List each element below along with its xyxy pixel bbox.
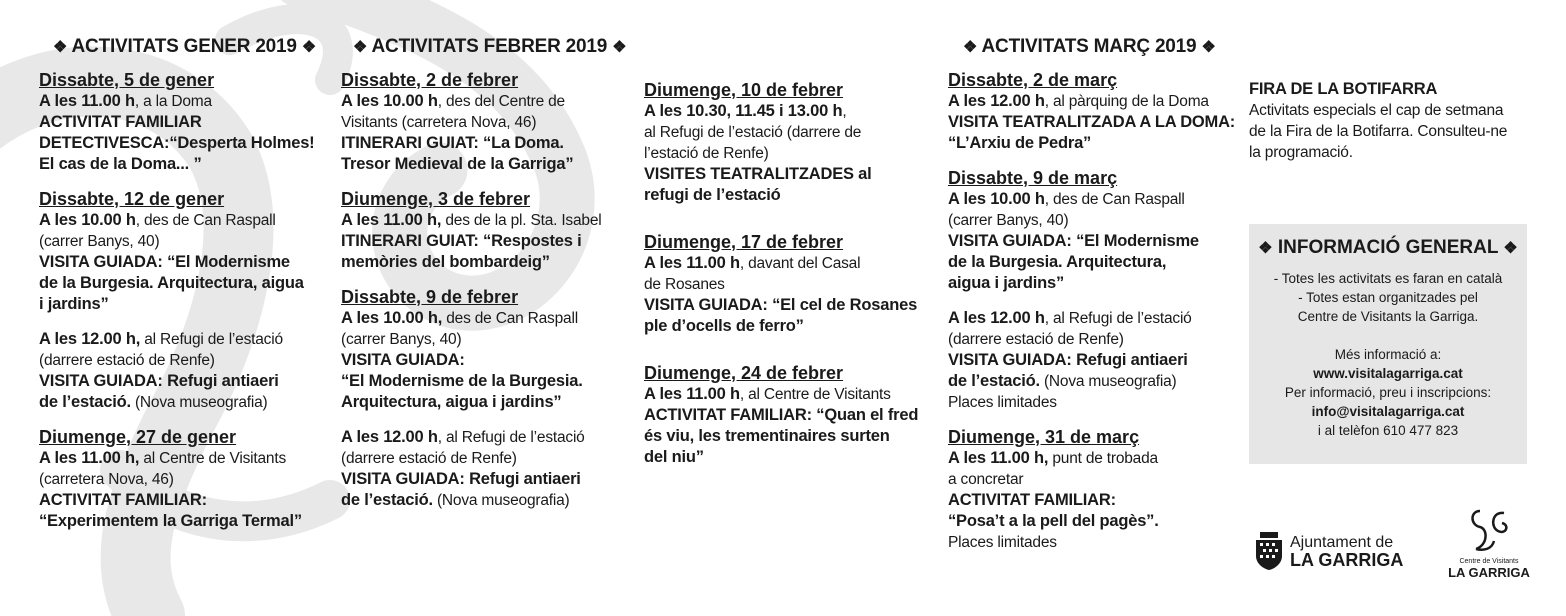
event-line-bold: ACTIVITAT FAMILIAR: “Quan el fred <box>644 406 919 424</box>
event-block <box>39 70 319 175</box>
event-line <box>341 392 631 413</box>
event-line-bold: ACTIVITAT FAMILIAR: <box>39 491 207 509</box>
event-line-bold: A les 10.00 h <box>341 92 438 110</box>
event-line <box>341 112 631 133</box>
fira-botifarra <box>1249 79 1539 163</box>
event-line <box>39 469 319 490</box>
event-line-normal: al Refugi de l’estació (darrere de <box>644 124 862 141</box>
event-line-bold: A les 10.30, 11.45 i 13.00 h <box>644 102 843 120</box>
info-lines <box>1249 269 1527 440</box>
event-line <box>948 112 1238 133</box>
event-line <box>644 101 934 122</box>
event-line-bold: VISITA GUIADA: <box>341 351 465 369</box>
centre-small-text: Centre de Visitants <box>1459 558 1519 565</box>
event-line <box>948 469 1238 490</box>
event-line-normal: , davant del Casal <box>739 255 861 272</box>
event-line-bold: de la Burgesia. Arquitectura, aigua <box>39 274 304 292</box>
event-line-normal: Places limitades <box>948 534 1057 551</box>
event-block <box>948 427 1238 553</box>
event-line <box>341 490 631 511</box>
event-line <box>341 231 631 252</box>
event-line <box>948 532 1238 553</box>
event-line-normal: , al Centre de Visitants <box>739 386 891 403</box>
event-line <box>948 210 1238 231</box>
event-line <box>341 252 631 273</box>
event-line <box>39 210 319 231</box>
event-block <box>39 427 319 532</box>
event-line-normal: des de Can Raspall <box>442 310 578 327</box>
event-line <box>39 133 319 154</box>
event-line-bold: A les 11.00 h <box>644 385 740 403</box>
ajuntament-logo <box>1254 532 1403 570</box>
event-line <box>644 426 934 447</box>
event-block <box>948 308 1238 413</box>
event-line <box>39 273 319 294</box>
event-line-normal: Places limitades <box>948 394 1057 411</box>
event-date: Diumenge, 3 de febrer <box>341 189 531 209</box>
event-line <box>644 316 934 337</box>
centre-big-text: LA GARRIGA <box>1448 565 1530 580</box>
lg-monogram-icon <box>1464 505 1514 555</box>
fira-line: la programació. <box>1249 144 1353 161</box>
column-january <box>39 36 319 546</box>
info-line: - Totes les activitats es faran en català <box>1273 271 1503 286</box>
event-line-bold: A les 12.00 h <box>948 92 1045 110</box>
event-line-bold: A les 11.00 h <box>644 254 740 272</box>
event-line <box>644 447 934 468</box>
event-line-bold: i jardins” <box>39 295 109 313</box>
event-line <box>644 405 934 426</box>
centre-visitants-logo <box>1444 505 1534 580</box>
column-february-cont <box>644 80 934 494</box>
event-line-normal: Visitants (carretera Nova, 46) <box>341 114 537 131</box>
event-line <box>948 392 1238 413</box>
event-line-bold: Arquitectura, aigua i jardins” <box>341 393 562 411</box>
event-line-bold: ACTIVITAT FAMILIAR <box>39 113 202 131</box>
event-date: Diumenge, 27 de gener <box>39 427 237 447</box>
section-heading: ❖ ACTIVITATS MARÇ 2019 ❖ <box>963 36 1216 57</box>
column-february <box>341 36 631 525</box>
fira-title: FIRA DE LA BOTIFARRA <box>1249 80 1438 98</box>
event-line-bold: VISITES TEATRALITZADES al <box>644 165 872 183</box>
event-line <box>948 511 1238 532</box>
event-line-normal: al Centre de Visitants <box>139 450 287 467</box>
event-line-bold: “Posa’t a la pell del pagès”. <box>948 512 1159 530</box>
event-line-bold: “L’Arxiu de Pedra” <box>948 134 1092 152</box>
coat-of-arms-icon <box>1254 532 1284 570</box>
column-march <box>948 36 1238 567</box>
event-line-normal: , a la Doma <box>134 93 212 110</box>
event-line <box>644 122 934 143</box>
event-line <box>341 448 631 469</box>
event-line <box>341 371 631 392</box>
event-line <box>948 329 1238 350</box>
event-line-bold: A les 11.00 h, <box>948 449 1049 467</box>
event-line <box>39 231 319 252</box>
event-line-normal: (darrere estació de Renfe) <box>341 450 517 467</box>
event-line <box>644 164 934 185</box>
fira-line: de la Fira de la Botifarra. Consulteu-ne <box>1249 123 1508 140</box>
fira-line: Activitats especials el cap de setmana <box>1249 102 1504 119</box>
event-date: Dissabte, 2 de març <box>948 70 1118 90</box>
event-block <box>39 329 319 413</box>
event-line-bold: de l’estació. <box>948 372 1040 390</box>
event-block <box>948 70 1238 154</box>
event-block <box>341 189 631 273</box>
event-line-bold: A les 10.00 h <box>39 211 136 229</box>
event-line-normal: al Refugi de l’estació <box>140 331 283 348</box>
event-line <box>948 273 1238 294</box>
event-line-normal: , des de Can Raspall <box>135 212 276 229</box>
event-line-normal: (carrer Banys, 40) <box>39 233 160 250</box>
event-line <box>341 350 631 371</box>
event-line-normal: (carretera Nova, 46) <box>39 471 174 488</box>
event-line <box>341 308 631 329</box>
event-line <box>39 490 319 511</box>
event-line <box>948 133 1238 154</box>
event-line-normal: , des de Can Raspall <box>1044 191 1185 208</box>
event-line <box>341 329 631 350</box>
event-line-bold: A les 12.00 h <box>341 428 438 446</box>
event-line <box>948 350 1238 371</box>
event-line <box>39 154 319 175</box>
event-line-normal: (darrere estació de Renfe) <box>948 331 1124 348</box>
event-line-bold: VISITA GUIADA: “El cel de Rosanes <box>644 296 918 314</box>
event-line <box>39 252 319 273</box>
event-block <box>948 168 1238 294</box>
info-line: Centre de Visitants la Garriga. <box>1297 309 1479 324</box>
event-line-bold: VISITA GUIADA: Refugi antiaeri <box>948 351 1188 369</box>
ajuntament-line2: LA GARRIGA <box>1290 549 1404 570</box>
info-line <box>1249 326 1527 345</box>
event-line-bold: A les 10.00 h, <box>341 309 443 327</box>
event-line <box>644 185 934 206</box>
info-line: Per informació, preu i inscripcions: <box>1284 385 1492 400</box>
event-line-normal: de Rosanes <box>644 276 725 293</box>
event-date: Dissabte, 2 de febrer <box>341 70 519 90</box>
event-line <box>39 294 319 315</box>
event-line-bold: ple d’ocells de ferro” <box>644 317 804 335</box>
event-line-normal: l’estació de Renfe) <box>644 145 769 162</box>
event-line <box>341 469 631 490</box>
event-date: Diumenge, 17 de febrer <box>644 232 844 252</box>
event-line <box>39 448 319 469</box>
info-box <box>1249 224 1527 464</box>
event-line-bold: refugi de l’estació <box>644 186 781 204</box>
event-line-bold: és viu, les trementinaires surten <box>644 427 890 445</box>
event-line-normal: (Nova museografia) <box>432 492 570 509</box>
event-line-normal: (darrere estació de Renfe) <box>39 352 215 369</box>
event-line-bold: A les 12.00 h, <box>39 330 141 348</box>
event-line-bold: El cas de la Doma... ” <box>39 155 202 173</box>
event-line-normal: , al Refugi de l’estació <box>437 429 585 446</box>
event-line-bold: aigua i jardins” <box>948 274 1064 292</box>
event-line-normal: (carrer Banys, 40) <box>948 212 1069 229</box>
event-line-bold: ITINERARI GUIAT: “La Doma. <box>341 134 564 152</box>
event-line-bold: A les 10.00 h <box>948 190 1045 208</box>
event-line <box>341 427 631 448</box>
event-line <box>39 350 319 371</box>
event-line <box>948 252 1238 273</box>
event-line-normal: (carrer Banys, 40) <box>341 331 462 348</box>
event-line-normal: , al pàrquing de la Doma <box>1044 93 1209 110</box>
event-line <box>341 91 631 112</box>
event-date: Diumenge, 24 de febrer <box>644 363 844 383</box>
event-line-bold: VISITA GUIADA: “El Modernisme <box>39 253 290 271</box>
event-block <box>644 80 934 206</box>
event-date: Dissabte, 5 de gener <box>39 70 215 90</box>
event-line-bold: A les 11.00 h, <box>341 211 442 229</box>
event-line-bold: VISITA GUIADA: Refugi antiaeri <box>39 372 279 390</box>
event-block <box>341 287 631 413</box>
event-line <box>39 511 319 532</box>
event-block <box>644 232 934 337</box>
event-line <box>39 371 319 392</box>
info-title: ❖ INFORMACIÓ GENERAL ❖ <box>1258 237 1518 258</box>
event-line <box>39 91 319 112</box>
event-line <box>644 295 934 316</box>
event-date: Diumenge, 31 de març <box>948 427 1140 447</box>
event-line-bold: VISITA GUIADA: Refugi antiaeri <box>341 470 581 488</box>
event-line-bold: “Experimentem la Garriga Termal” <box>39 512 302 530</box>
event-line-bold: VISITA GUIADA: “El Modernisme <box>948 232 1199 250</box>
event-line-normal: , al Refugi de l’estació <box>1044 310 1192 327</box>
event-line-normal: , <box>842 103 847 120</box>
event-line <box>39 112 319 133</box>
event-line-bold: “El Modernisme de la Burgesia. <box>341 372 583 390</box>
event-line-normal: (Nova museografia) <box>130 394 268 411</box>
event-line <box>948 308 1238 329</box>
event-line <box>39 329 319 350</box>
event-date: Dissabte, 9 de febrer <box>341 287 519 307</box>
event-line-normal: punt de trobada <box>1048 450 1158 467</box>
event-block <box>341 427 631 511</box>
info-line: i al telèfon 610 477 823 <box>1317 423 1459 438</box>
event-date: Dissabte, 12 de gener <box>39 189 225 209</box>
event-line <box>948 91 1238 112</box>
fira-lines <box>1249 100 1539 163</box>
event-line-bold: Tresor Medieval de la Garriga” <box>341 155 574 173</box>
event-line-bold: DETECTIVESCA:“Desperta Holmes! <box>39 134 315 152</box>
info-line: Més informació a: <box>1334 347 1442 362</box>
event-line-bold: VISITA TEATRALITZADA A LA DOMA: <box>948 113 1236 131</box>
event-line-bold: A les 11.00 h, <box>39 449 140 467</box>
event-line-normal: , des del Centre de <box>437 93 565 110</box>
event-line-normal: des de la pl. Sta. Isabel <box>441 212 602 229</box>
event-line <box>644 384 934 405</box>
event-line-bold: del niu” <box>644 448 704 466</box>
section-heading: ❖ ACTIVITATS GENER 2019 ❖ <box>53 36 317 57</box>
info-line: www.visitalagarriga.cat <box>1313 366 1463 381</box>
event-line <box>948 371 1238 392</box>
event-line-bold: de la Burgesia. Arquitectura, <box>948 253 1167 271</box>
event-line <box>948 490 1238 511</box>
event-line <box>341 133 631 154</box>
event-line-bold: de l’estació. <box>341 491 433 509</box>
event-line <box>948 448 1238 469</box>
event-line <box>644 143 934 164</box>
event-block <box>341 70 631 175</box>
event-block <box>39 189 319 315</box>
event-line <box>341 154 631 175</box>
info-line: - Totes estan organitzades pel <box>1298 290 1478 305</box>
event-line-bold: memòries del bombardeig” <box>341 253 550 271</box>
event-line <box>341 210 631 231</box>
event-line-bold: ACTIVITAT FAMILIAR: <box>948 491 1116 509</box>
event-line-bold: A les 11.00 h <box>39 92 135 110</box>
event-date: Dissabte, 9 de març <box>948 168 1118 188</box>
event-line <box>644 253 934 274</box>
event-line-bold: A les 12.00 h <box>948 309 1045 327</box>
event-date: Diumenge, 10 de febrer <box>644 80 844 100</box>
info-line: info@visitalagarriga.cat <box>1311 404 1465 419</box>
event-line <box>948 231 1238 252</box>
event-line-normal: a concretar <box>948 471 1024 488</box>
event-line <box>39 392 319 413</box>
event-block <box>644 363 934 468</box>
event-line <box>644 274 934 295</box>
event-line-normal: (Nova museografia) <box>1039 373 1177 390</box>
ajuntament-line1: Ajuntament de <box>1290 533 1394 551</box>
event-line-bold: de l’estació. <box>39 393 131 411</box>
event-line-bold: ITINERARI GUIAT: “Respostes i <box>341 232 582 250</box>
section-heading: ❖ ACTIVITATS FEBRER 2019 ❖ <box>353 36 627 57</box>
event-line <box>948 189 1238 210</box>
